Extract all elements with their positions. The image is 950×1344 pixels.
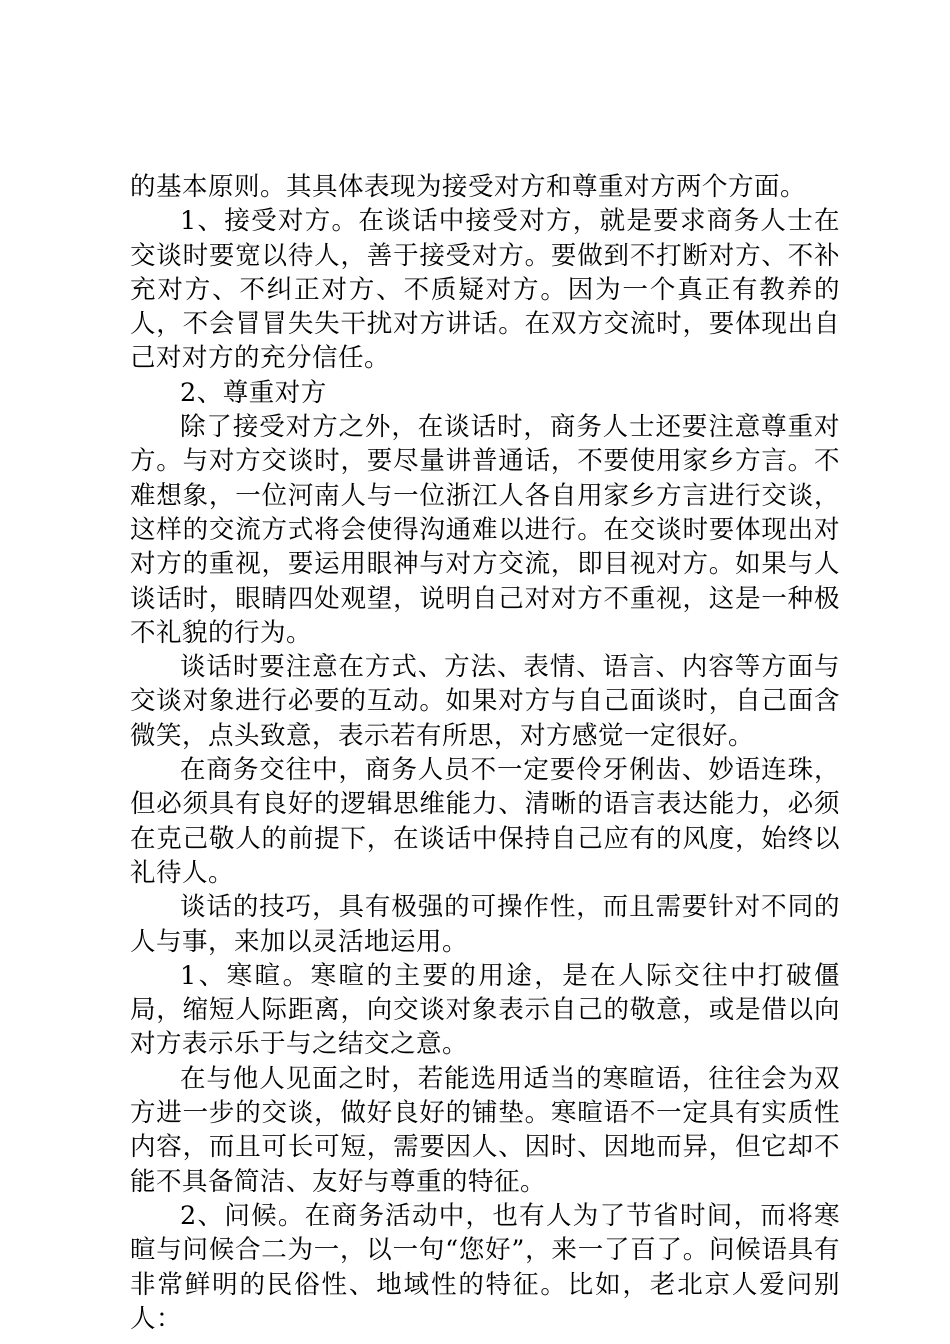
- paragraph-respect-heading: 2、尊重对方: [180, 377, 327, 408]
- paragraph-business-manner: 在商务交往中，商务人员不一定要伶牙俐齿、妙语连珠，但必须具有良好的逻辑思维能力、清晰的语言表达能力，必须在克己敬人的前提下，在谈话中保持自己应有的风度，始终以礼待人。: [130, 755, 840, 888]
- paragraph-pleasantries-use: 在与他人见面之时，若能选用适当的寒暄语，往往会为双方进一步的交谈，做好良好的铺垫。寒暄语不一定具有实质性内容，而且可长可短，需要因人、因时、因地而异，但它却不能不具备简洁、友好与尊重的特征。: [130, 1063, 840, 1197]
- paragraph-respect-other: 除了接受对方之外，在谈话时，商务人士还要注意尊重对方。与对方交谈时，要尽量讲普通话，不要使用家乡方言。不难想象，一位河南人与一位浙江人各自用家乡方言进行交谈，这样的交流方式将会使得沟通难以进行。在交谈时要体现出对对方的重视，要运用眼神与对方交流，即目视对方。如果与人谈话时，眼睛四处观望，说明自己对对方不重视，这是一种极不礼貌的行为。: [130, 412, 840, 648]
- paragraph-principle-intro: 的基本原则。其具体表现为接受对方和尊重对方两个方面。: [130, 172, 807, 202]
- paragraph-talk-skills: 谈话的技巧，具有极强的可操作性，而且需要针对不同的人与事，来加以灵活地运用。: [130, 892, 840, 957]
- paragraph-greeting-regards: 2、问候。在商务活动中，也有人为了节省时间，而将寒暄与问候合二为一，以一句“您好”，来一了百了。问候语具有非常鲜明的民俗性、地域性的特征。比如，老北京人爱问别人：: [130, 1200, 840, 1334]
- paragraph-accept-other: 1、接受对方。在谈话中接受对方，就是要求商务人士在交谈时要宽以待人，善于接受对方。要做到不打断对方、不补充对方、不纠正对方、不质疑对方。因为一个真正有教养的人，不会冒冒失失干扰对方讲话。在双方交流时，要体现出自己对对方的充分信任。: [130, 206, 840, 374]
- paragraph-interaction: 谈话时要注意在方式、方法、表情、语言、内容等方面与交谈对象进行必要的互动。如果对方与自己面谈时，自己面含微笑，点头致意，表示若有所思，对方感觉一定很好。: [130, 652, 840, 751]
- document-page: [130, 170, 840, 1336]
- paragraph-greeting-pleasantries: 1、寒暄。寒暄的主要的用途，是在人际交往中打破僵局，缩短人际距离，向交谈对象表示自己的敬意，或是借以向对方表示乐于与之结交之意。: [130, 960, 840, 1060]
